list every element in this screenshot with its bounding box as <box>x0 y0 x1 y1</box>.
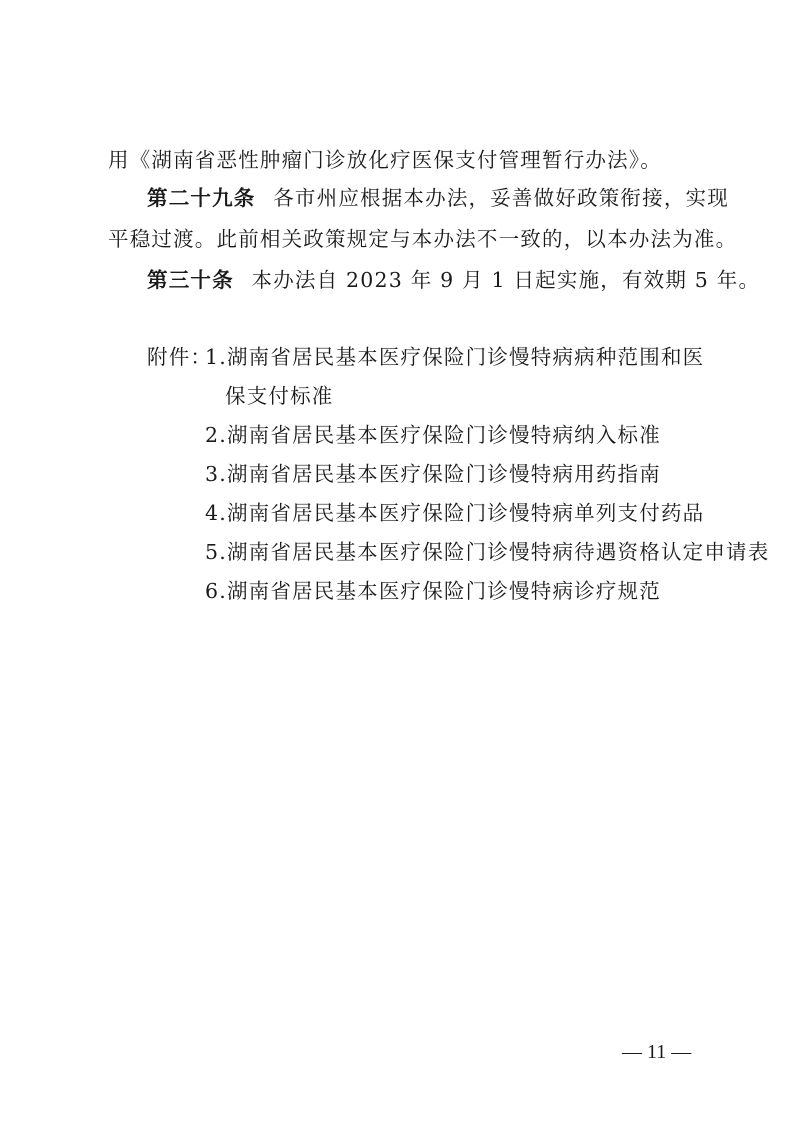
attachment-item-2: 2.湖南省居民基本医疗保险门诊慢特病纳入标准 <box>205 423 661 447</box>
attachment-item-4: 4.湖南省居民基本医疗保险门诊慢特病单列支付药品 <box>205 501 705 525</box>
page-number: — 11 — <box>622 1041 692 1063</box>
article-30-line <box>147 266 760 294</box>
article-29-text-1: 各市州应根据本办法，妥善做好政策衔接，实现 <box>273 186 729 210</box>
article-30-text: 本办法自 2023 年 9 月 1 日起实施，有效期 5 年。 <box>251 268 761 292</box>
attachment-item-1: 1.湖南省居民基本医疗保险门诊慢特病病种范围和医 <box>205 345 705 369</box>
attachment-item-5: 5.湖南省居民基本医疗保险门诊慢特病待遇资格认定申请表 <box>205 540 770 564</box>
attachment-item-6: 6.湖南省居民基本医疗保险门诊慢特病诊疗规范 <box>205 579 661 603</box>
paragraph-line-1: 用《湖南省恶性肿瘤门诊放化疗医保支付管理暂行办法》。 <box>108 148 662 172</box>
article-29-line-2: 平稳过渡。此前相关政策规定与本办法不一致的，以本办法为准。 <box>108 227 738 251</box>
article-29-line-1 <box>147 184 729 212</box>
attachment-item-1-continuation: 保支付标准 <box>225 384 334 408</box>
article-29-heading: 第二十九条 <box>147 186 256 210</box>
article-30-heading: 第三十条 <box>147 268 234 292</box>
attachment-item-3: 3.湖南省居民基本医疗保险门诊慢特病用药指南 <box>205 462 661 486</box>
attachments-label: 附件： <box>147 345 213 369</box>
